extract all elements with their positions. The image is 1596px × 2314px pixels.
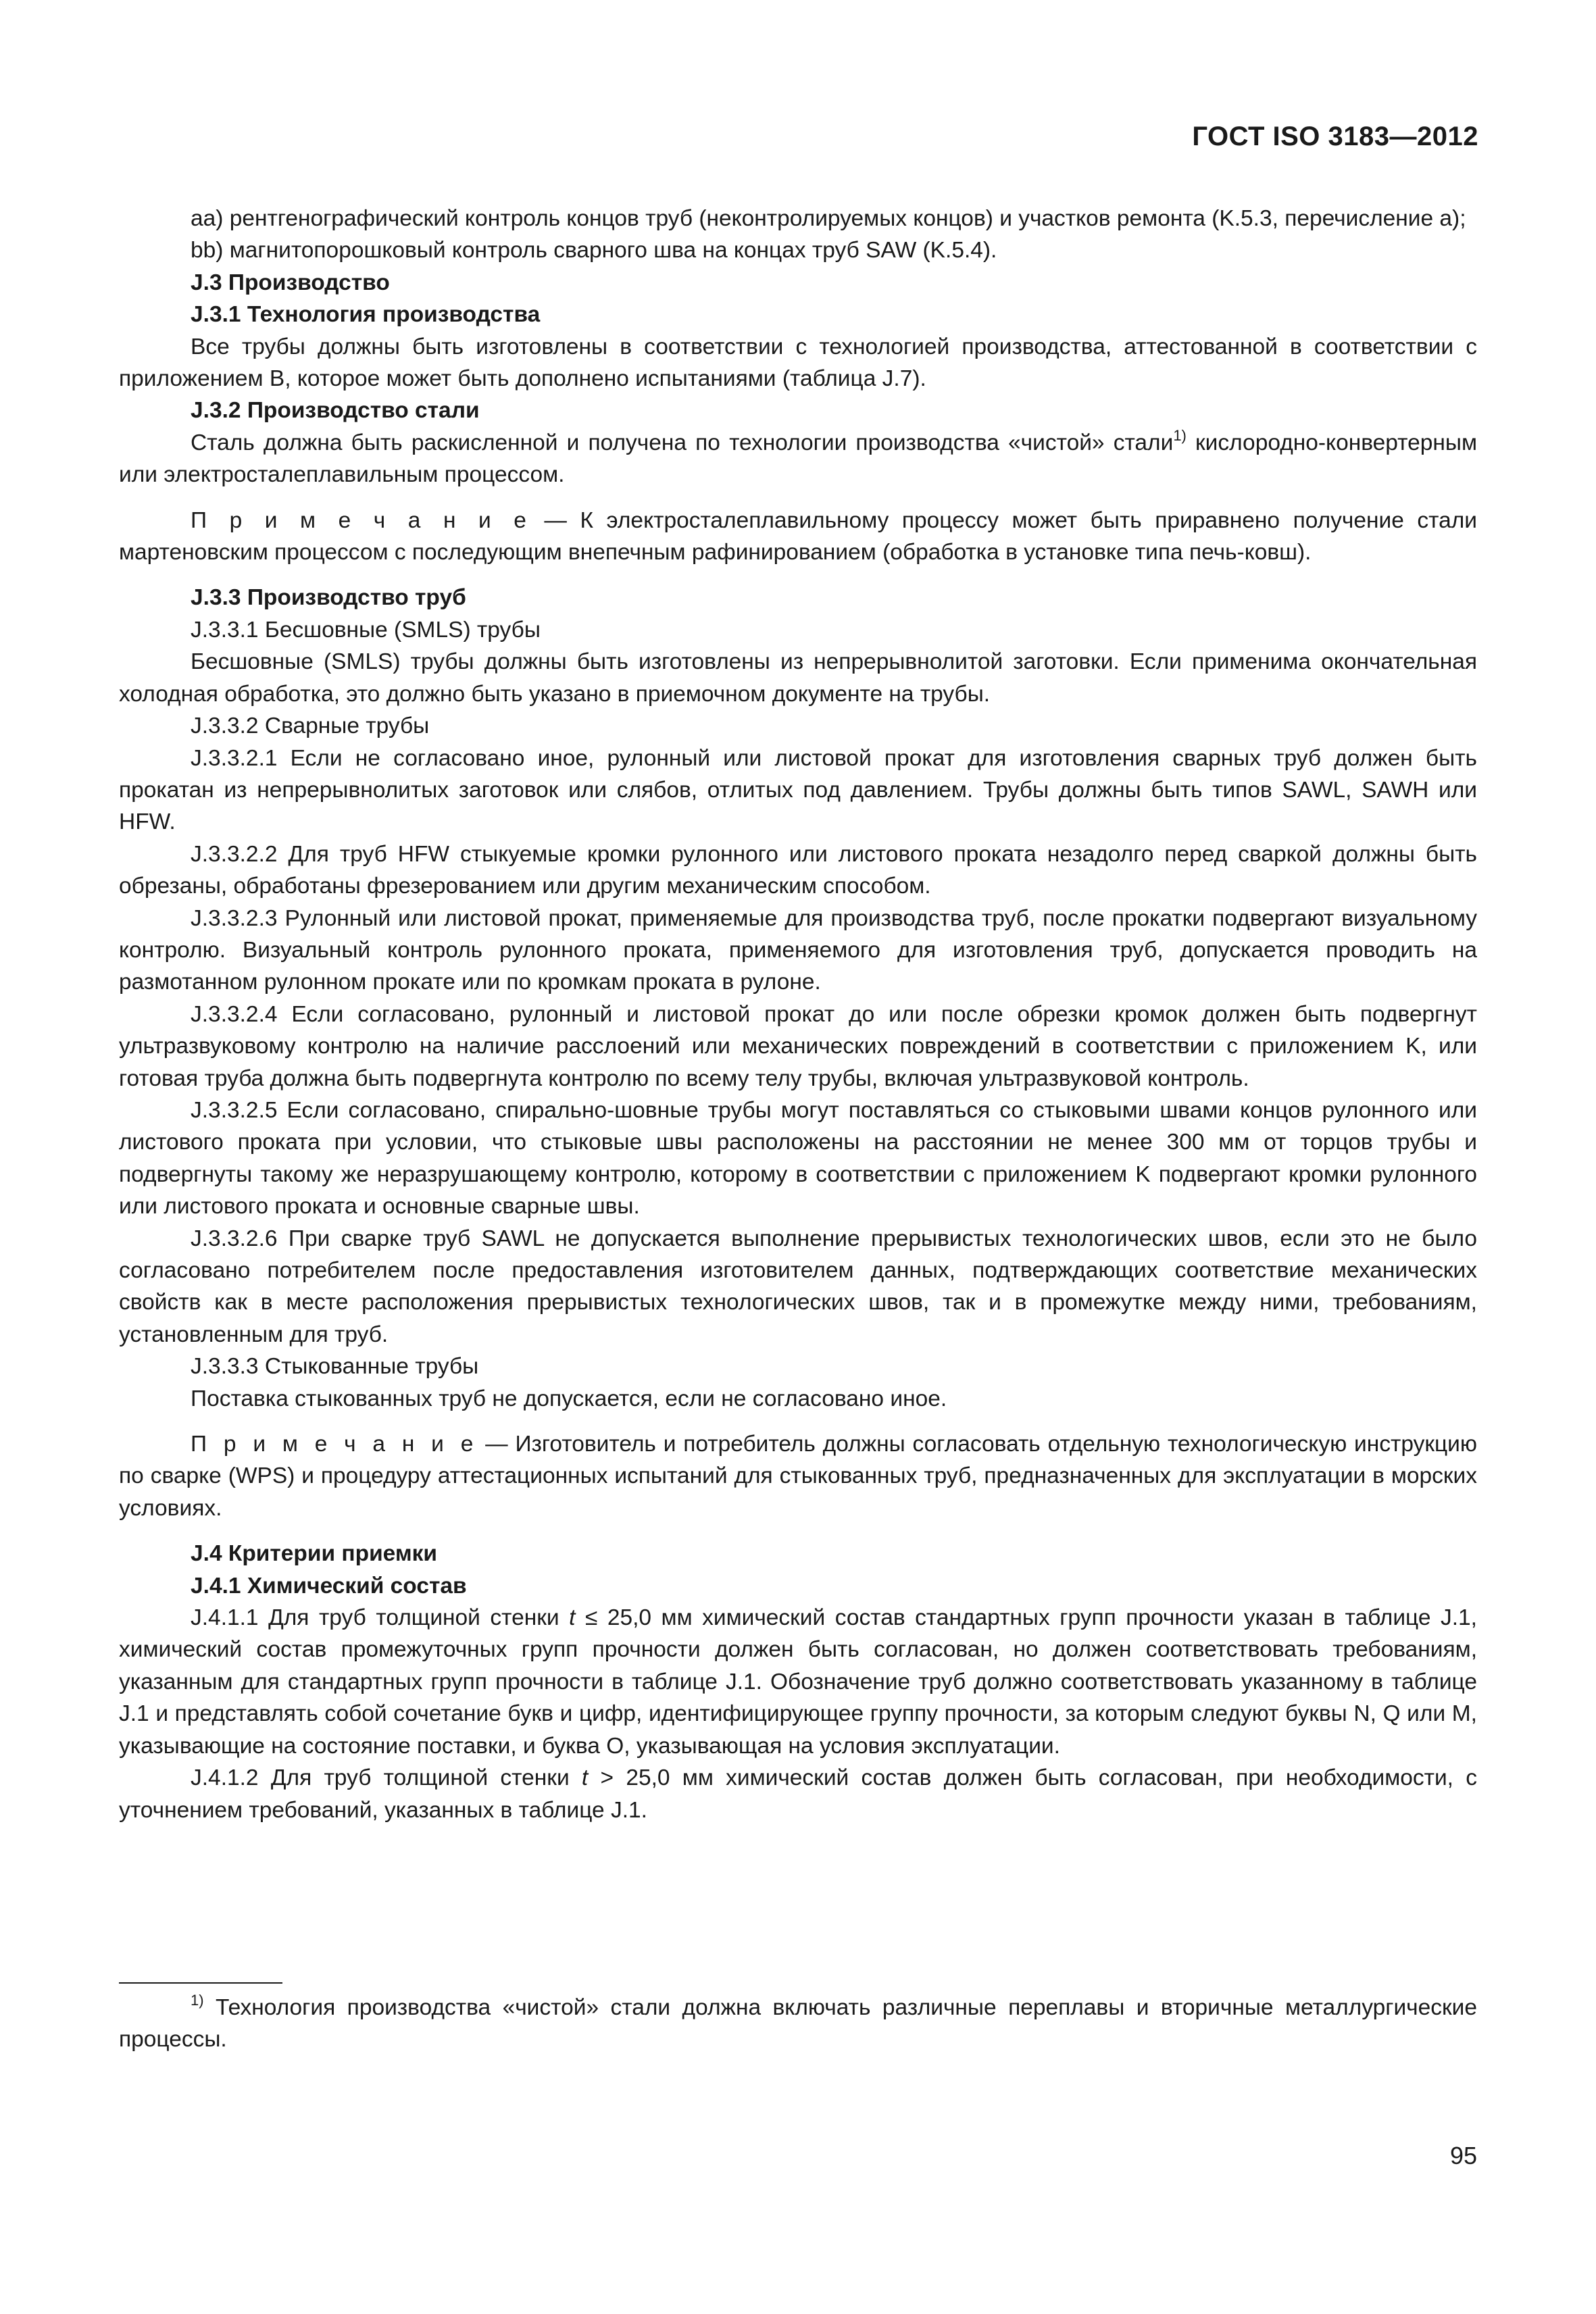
paragraph-j3-1: Все трубы должны быть изготовлены в соответствии с технологией производства, аттестованной в соответствии с приложением В, которое может быть дополнено испытаниями (таблица J.7). — [119, 334, 1477, 392]
paragraph-j3-2 — [119, 427, 1477, 491]
paragraph-j3-3-3: Поставка стыкованных труб не допускается, если не согласовано иное. — [191, 1386, 947, 1411]
document-designation: ГОСТ ISO 3183—2012 — [1192, 122, 1478, 151]
paragraph-j4-1-2-text-a: J.4.1.2 Для труб толщиной стенки — [191, 1765, 582, 1791]
section-heading-j3-2: J.3.2 Производство стали — [191, 398, 480, 424]
paragraph-j4-1-1 — [119, 1602, 1477, 1762]
section-heading-j3: J.3 Производство — [191, 270, 390, 295]
paragraph-j3-3-2-4: J.3.3.2.4 Если согласовано, рулонный и листовой прокат до или после обрезки кромок должен быть подвергнут ультразвуковому контролю на наличие расслоений или механических повреждений в соответствии с приложением K, или готовая труба должна быть подвергнута контролю по всему телу трубы, включая ультразвуковой контроль. — [119, 1001, 1477, 1091]
paragraph-j4-1-1-text-a: J.4.1.1 Для труб толщиной стенки — [191, 1605, 570, 1631]
list-item-aa: аа) рентгенографический контроль концов труб (неконтролируемых концов) и участков ремонта (K.5.3, перечисление а); — [191, 206, 1466, 231]
paragraph-j3-2-text-a: Сталь должна быть раскисленной и получена по технологии производства «чистой» стали — [191, 430, 1174, 455]
paragraph-j3-3-2-3: J.3.3.2.3 Рулонный или листовой прокат, применяемые для производства труб, после прокатки подвергают визуальному контролю. Визуальный контроль рулонного проката, применяемого для изготовления труб, допускается проводить на размотанном рулонном прокате или по кромкам проката в рулоне. — [119, 905, 1477, 995]
paragraph-j4-1-1-text-b: ≤ 25,0 мм химический состав стандартных групп прочности указан в таблице J.1, химический состав промежуточных групп прочности должен быть согласован, но должен соответствовать требованиям, указанным для стандартных групп прочности в таблице J.1. Обозначение труб должно соответствовать указанному в таблице J.1 и представлять собой сочетание букв и цифр, идентифицирующее группу прочности, за которым следуют буквы N, Q или M, указывающие на состояние поставки, и буква O, указывающая на условия эксплуатации. — [119, 1605, 1477, 1759]
footnote-marker: 1) — [191, 1992, 204, 2009]
paragraph-j3-3-2-2: J.3.3.2.2 Для труб HFW стыкуемые кромки рулонного или листового проката незадолго перед сваркой должны быть обрезаны, обработаны фрезерованием или другим механическим способом. — [119, 841, 1477, 899]
footnote-reference: 1) — [1173, 426, 1187, 444]
subheading-j3-3-1: J.3.3.1 Бесшовные (SMLS) трубы — [191, 617, 541, 643]
paragraph-j4-1-2-text-b: > 25,0 мм химический состав должен быть согласован, при необходимости, с уточнением требований, указанных в таблице J.1. — [119, 1765, 1477, 1823]
paragraph-j4-1-2 — [119, 1762, 1477, 1826]
footnote-separator — [119, 1982, 282, 1984]
note-2-text: — Изготовитель и потребитель должны согласовать отдельную технологическую инструкцию по сварке (WPS) и процедуру аттестационных испытаний для стыкованных труб, предназначенных для эксплуатации в морских условиях. — [119, 1432, 1477, 1521]
note-1-text: — К электросталеплавильному процессу может быть приравнено получение стали мартеновским процессом с последующим внепечным рафинированием (обработка в установке типа печь-ковш). — [119, 507, 1477, 565]
paragraph-j3-3-2-1: J.3.3.2.1 Если не согласовано иное, рулонный или листовой прокат для изготовления сварных труб должен быть прокатан из непрерывнолитых заготовок или слябов, отлитых под давлением. Трубы должны быть типов SAWL, SAWH или HFW. — [119, 745, 1477, 835]
note-1-label: П р и м е ч а н и е — [191, 507, 531, 533]
note-2 — [119, 1428, 1477, 1524]
note-1 — [119, 505, 1477, 569]
paragraph-j3-3-2-5: J.3.3.2.5 Если согласовано, спирально-шовные трубы могут поставляться со стыковыми швами концов рулонного или листового проката при условии, что стыковые швы расположены на расстоянии не менее 300 мм от торцов трубы и подвергнуты такому же неразрушающему контролю, которому в соответствии с приложением K подвергают кромки рулонного или листового проката и основные сварные швы. — [119, 1097, 1477, 1219]
section-heading-j4: J.4 Критерии приемки — [191, 1541, 437, 1567]
subheading-j3-3-3: J.3.3.3 Стыкованные трубы — [191, 1354, 479, 1380]
paragraph-j3-2-text-b: кислородно-конвертерным или электросталеплавильным процессом. — [119, 430, 1478, 488]
main-text — [119, 203, 1477, 1826]
note-2-label: П р и м е ч а н и е — [191, 1432, 478, 1457]
paragraph-j3-3-1: Бесшовные (SMLS) трубы должны быть изготовлены из непрерывнолитой заготовки. Если применима окончательная холодная обработка, это должно быть указано в приемочном документе на трубы. — [119, 649, 1477, 707]
footnote — [119, 1992, 1477, 2056]
paragraph-j3-3-2-6: J.3.3.2.6 При сварке труб SAWL не допускается выполнение прерывистых технологических швов, если это не было согласовано потребителем после предоставления изготовителем данных, подтверждающих соответствие механических свойств как в месте расположения прерывистых технологических швов, так и в промежутке между ними, требованиям, установленным для труб. — [119, 1226, 1477, 1347]
variable-t: t — [581, 1765, 589, 1791]
variable-t: t — [569, 1605, 576, 1631]
list-item-bb: bb) магнитопорошковый контроль сварного шва на концах труб SAW (K.5.4). — [191, 238, 997, 263]
subheading-j3-3-2: J.3.3.2 Сварные трубы — [191, 713, 430, 739]
footnote-text — [119, 1992, 1477, 2056]
footnote-body: Технология производства «чистой» стали должна включать различные переплавы и вторичные металлургические процессы. — [119, 1995, 1477, 2053]
page-number: 95 — [1449, 2142, 1477, 2169]
section-heading-j3-3: J.3.3 Производство труб — [191, 585, 466, 611]
section-heading-j3-1: J.3.1 Технология производства — [191, 302, 541, 328]
section-heading-j4-1: J.4.1 Химический состав — [191, 1573, 467, 1599]
